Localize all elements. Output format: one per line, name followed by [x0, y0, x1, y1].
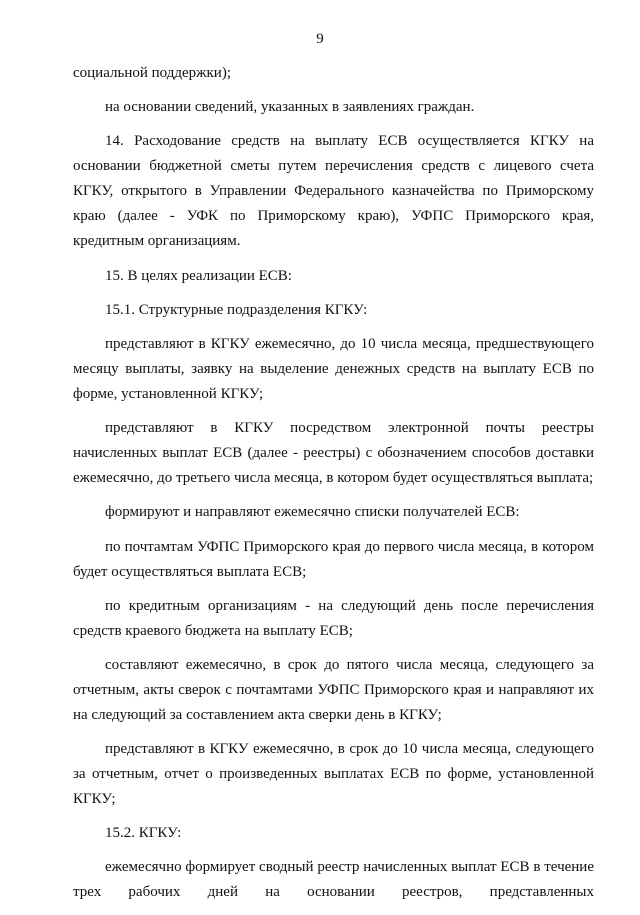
paragraph: 14. Расходование средств на выплату ЕСВ осуществляется КГКУ на основании бюджетной сметы путем перечисления средств с лицевого счета КГКУ, открытого в Управлении Федерального казначейства по Приморскому краю (далее - УФК по Приморскому краю), УФПС Приморского края, кредитным организациям. [73, 133, 594, 250]
paragraph: представляют в КГКУ ежемесячно, до 10 числа месяца, предшествующего месяцу выплаты, заявку на выделение денежных средств на выплату ЕСВ по форме, установленной КГКУ; [73, 335, 594, 402]
paragraph: 15. В целях реализации ЕСВ: [105, 267, 292, 284]
paragraph: ежемесячно формирует сводный реестр начисленных выплат ЕСВ в течение трех рабочих дней на основании реестров, представленных [73, 859, 594, 901]
paragraph: 15.2. КГКУ: [105, 825, 182, 842]
paragraph: формируют и направляют ежемесячно списки получателей ЕСВ: [105, 504, 520, 521]
paragraph: по кредитным организациям - на следующий день после перечисления средств краевого бюджета на выплату ЕСВ; [73, 597, 594, 639]
paragraph: 15.1. Структурные подразделения КГКУ: [105, 301, 368, 318]
paragraph: по почтамтам УФПС Приморского края до первого числа месяца, в котором будет осуществляться выплата ЕСВ; [73, 538, 594, 580]
paragraph: социальной поддержки); [73, 65, 231, 81]
paragraph: на основании сведений, указанных в заявлениях граждан. [105, 99, 475, 116]
paragraph: представляют в КГКУ посредством электронной почты реестры начисленных выплат ЕСВ (далее - реестры) с обозначением способов доставки ежемесячно, до третьего числа месяца, в котором будет осуществляться выплата; [73, 420, 594, 487]
paragraph: представляют в КГКУ ежемесячно, в срок до 10 числа месяца, следующего за отчетным, отчет о произведенных выплатах ЕСВ по форме, установленной КГКУ; [73, 741, 594, 808]
paragraph: составляют ежемесячно, в срок до пятого числа месяца, следующего за отчетным, акты сверок с почтамтами УФПС Приморского края и направляют их на следующий за составлением акта сверки день в КГКУ; [73, 656, 594, 723]
page-number: 9 [316, 31, 324, 47]
body-text [73, 61, 594, 915]
